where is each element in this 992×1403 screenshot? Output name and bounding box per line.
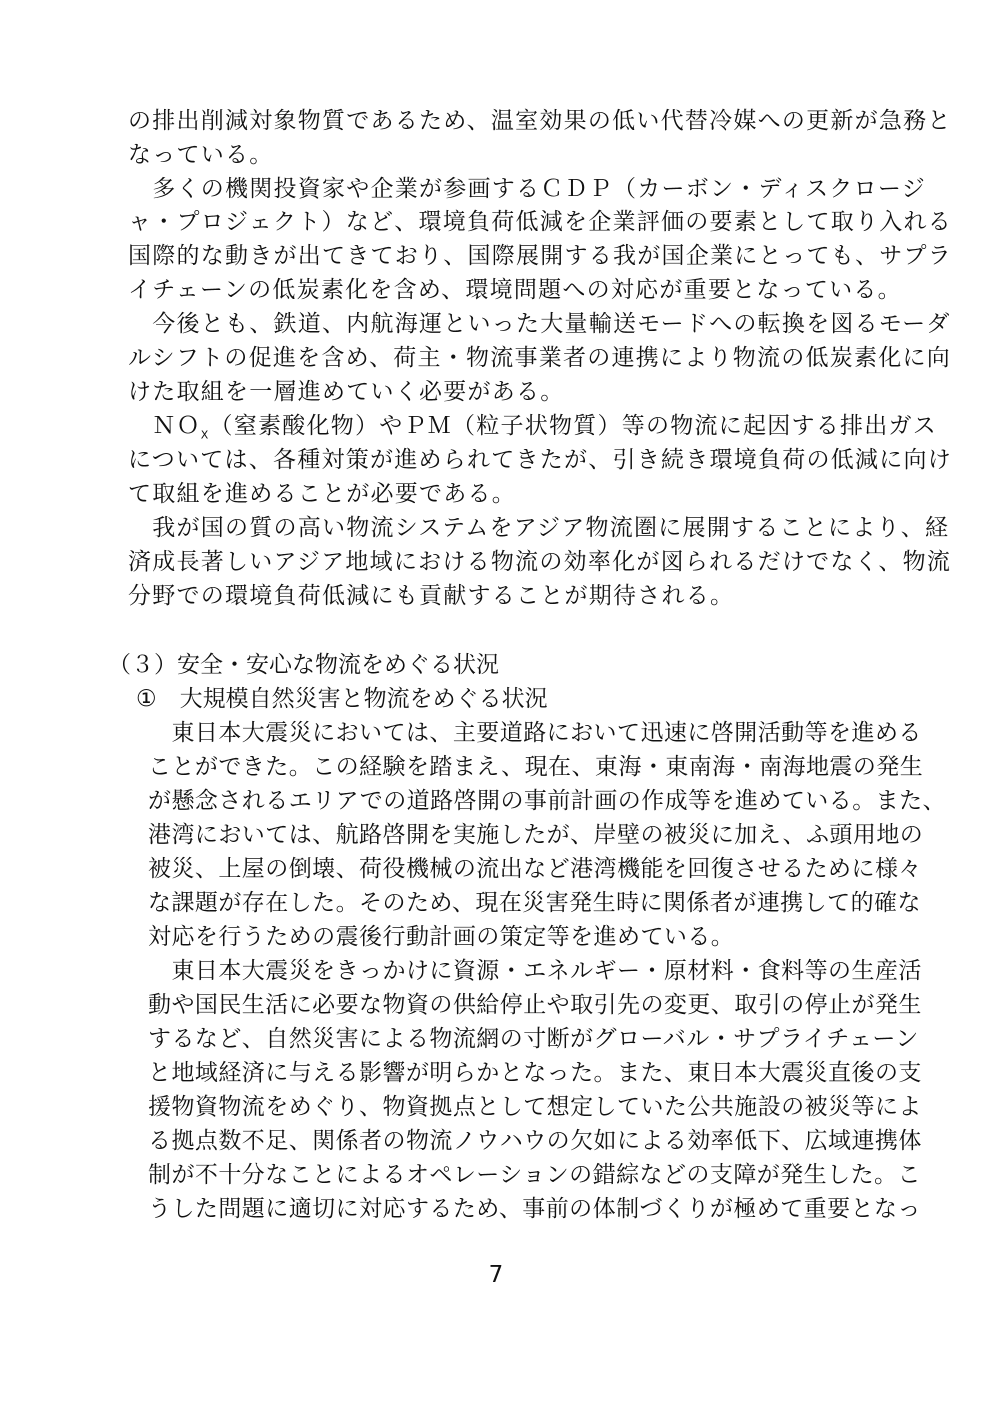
- page-number: 7: [488, 1262, 504, 1288]
- text-line: けた取組を一層進めていく必要がある。: [128, 379, 565, 405]
- text-line: の排出削減対象物質であるため、温室効果の低い代替冷媒への更新が急務と: [128, 108, 952, 134]
- nox-continuation: （窒素酸化物）やＰＭ（粒子状物質）等の物流に起因する排出ガス: [209, 413, 938, 439]
- text-line: 多くの機関投資家や企業が参画するＣＤＰ（カーボン・ディスクロージ: [128, 176, 926, 202]
- text-line-nox: [128, 411, 937, 441]
- text-line: については、各種対策が進められてきたが、引き続き環境負荷の低減に向け: [128, 447, 953, 473]
- text-line: る拠点数不足、関係者の物流ノウハウの欠如による効率低下、広域連携体: [148, 1128, 922, 1154]
- text-line: と地域経済に与える影響が明らかとなった。また、東日本大震災直後の支: [148, 1060, 922, 1086]
- text-line: 分野での環境負荷低減にも貢献することが期待される。: [128, 583, 735, 609]
- text-line: て取組を進めることが必要である。: [128, 481, 516, 507]
- text-line: 国際的な動きが出てきており、国際展開する我が国企業にとっても、サプラ: [128, 243, 953, 269]
- nox-subscript: X: [200, 428, 210, 442]
- text-line: 済成長著しいアジア地域における物流の効率化が図られるだけでなく、物流: [128, 549, 952, 575]
- text-line: 東日本大震災においては、主要道路において迅速に啓開活動等を進める: [148, 720, 922, 746]
- text-line: 制が不十分なことによるオペレーションの錯綜などの支障が発生した。こ: [148, 1162, 921, 1188]
- text-line: 今後とも、鉄道、内航海運といった大量輸送モードへの転換を図るモーダ: [128, 311, 951, 337]
- text-line: 被災、上屋の倒壊、荷役機械の流出など港湾機能を回復させるために様々: [148, 856, 922, 882]
- text-line: 対応を行うための震後行動計画の策定等を進めている。: [148, 924, 735, 950]
- text-line: 東日本大震災をきっかけに資源・エネルギー・原材料・食料等の生産活: [148, 958, 922, 984]
- nox-text: ＮＯ: [128, 413, 201, 439]
- text-line: 我が国の質の高い物流システムをアジア物流圏に展開することにより、経: [128, 515, 950, 541]
- section-heading: （３）安全・安心な物流をめぐる状況: [108, 652, 499, 678]
- text-line: うした問題に適切に対応するため、事前の体制づくりが極めて重要となっ: [148, 1196, 921, 1222]
- text-line: な課題が存在した。そのため、現在災害発生時に関係者が連携して的確な: [148, 890, 921, 916]
- text-line: ルシフトの促進を含め、荷主・物流事業者の連携により物流の低炭素化に向: [128, 345, 952, 371]
- text-line: が懸念されるエリアでの道路啓開の事前計画の作成等を進めている。また、: [148, 788, 946, 814]
- text-line: するなど、自然災害による物流網の寸断がグローバル・サプライチェーン: [148, 1026, 919, 1052]
- subsection-heading: ① 大規模自然災害と物流をめぐる状況: [136, 686, 548, 712]
- text-line: 港湾においては、航路啓開を実施したが、岸壁の被災に加え、ふ頭用地の: [148, 822, 924, 848]
- text-line: ことができた。この経験を踏まえ、現在、東海・東南海・南海地震の発生: [148, 754, 924, 780]
- text-line: 動や国民生活に必要な物資の供給停止や取引先の変更、取引の停止が発生: [148, 992, 922, 1018]
- text-line: なっている。: [128, 142, 274, 168]
- text-line: ャ・プロジェクト）など、環境負荷低減を企業評価の要素として取り入れる: [128, 209, 953, 235]
- text-line: 援物資物流をめぐり、物資拠点として想定していた公共施設の被災等によ: [148, 1094, 922, 1120]
- text-line: イチェーンの低炭素化を含め、環境問題への対応が重要となっている。: [128, 277, 902, 303]
